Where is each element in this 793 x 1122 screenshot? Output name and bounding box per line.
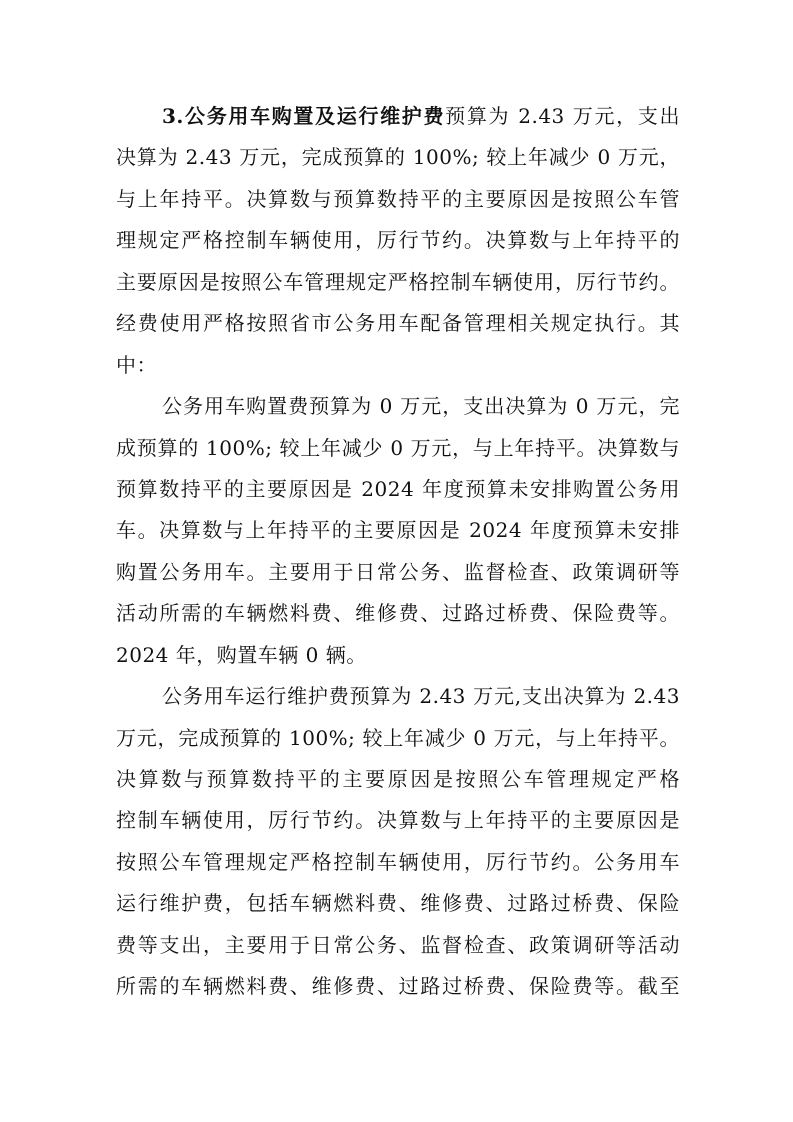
text-run: 购置公务用车。主要用于日常公务、监督检查、政策调研等 bbox=[116, 559, 680, 584]
text-run: 控制车辆使用，厉行节约。决算数与上年持平的主要原因是 bbox=[116, 808, 680, 833]
text-line bbox=[116, 676, 680, 717]
text-run: 费等支出，主要用于日常公务、监督检查、政策调研等活动 bbox=[116, 932, 680, 957]
text-run: 与上年持平。决算数与预算数持平的主要原因是按照公车管 bbox=[116, 186, 680, 211]
text-run: 理规定严格控制车辆使用，厉行节约。决算数与上年持平的 bbox=[116, 228, 680, 253]
text-line bbox=[116, 137, 680, 178]
paragraph-run-in-heading: 3.公务用车购置及运行维护费 bbox=[162, 104, 446, 128]
text-line bbox=[116, 345, 680, 386]
text-run: 经费使用严格按照省市公务用车配备管理相关规定执行。其 bbox=[116, 311, 680, 336]
text-line bbox=[116, 510, 680, 551]
text-line bbox=[116, 883, 680, 924]
text-run: 万元，完成预算的 100%; 较上年减少 0 万元，与上年持平。 bbox=[116, 725, 680, 750]
text-line bbox=[116, 469, 680, 510]
text-line bbox=[116, 96, 680, 137]
text-run: 2024 年，购置车辆 0 辆。 bbox=[116, 642, 367, 667]
text-line bbox=[116, 262, 680, 303]
text-run: 决算为 2.43 万元，完成预算的 100%; 较上年减少 0 万元， bbox=[116, 145, 680, 170]
text-line bbox=[116, 386, 680, 427]
text-line bbox=[116, 179, 680, 220]
text-run: 预算为 2.43 万元，支出 bbox=[445, 104, 680, 128]
text-line bbox=[116, 925, 680, 966]
text-line bbox=[116, 593, 680, 634]
text-run: 车。决算数与上年持平的主要原因是 2024 年度预算未安排 bbox=[116, 518, 680, 543]
text-run: 主要原因是按照公车管理规定严格控制车辆使用，厉行节约。 bbox=[116, 269, 680, 294]
text-run: 预算数持平的主要原因是 2024 年度预算未安排购置公务用 bbox=[116, 476, 680, 501]
document-body bbox=[116, 96, 680, 1008]
text-line bbox=[116, 303, 680, 344]
text-run: 运行维护费，包括车辆燃料费、维修费、过路过桥费、保险 bbox=[116, 891, 680, 916]
text-line bbox=[116, 552, 680, 593]
text-line bbox=[116, 220, 680, 261]
text-run: 活动所需的车辆燃料费、维修费、过路过桥费、保险费等。 bbox=[116, 601, 680, 626]
text-line bbox=[116, 635, 680, 676]
text-line bbox=[116, 800, 680, 841]
text-run: 按照公车管理规定严格控制车辆使用，厉行节约。公务用车 bbox=[116, 849, 680, 874]
text-run: 中： bbox=[116, 352, 157, 377]
text-run: 公务用车运行维护费预算为 2.43 万元,支出决算为 2.43 bbox=[162, 684, 680, 709]
text-line bbox=[116, 842, 680, 883]
text-line bbox=[116, 428, 680, 469]
text-line bbox=[116, 966, 680, 1007]
text-run: 成预算的 100%; 较上年减少 0 万元，与上年持平。决算数与 bbox=[116, 435, 680, 460]
text-line bbox=[116, 718, 680, 759]
text-run: 公务用车购置费预算为 0 万元，支出决算为 0 万元，完 bbox=[162, 394, 680, 419]
text-run: 决算数与预算数持平的主要原因是按照公车管理规定严格 bbox=[116, 767, 680, 791]
text-run: 所需的车辆燃料费、维修费、过路过桥费、保险费等。截至 bbox=[116, 974, 680, 999]
text-line bbox=[116, 759, 680, 800]
